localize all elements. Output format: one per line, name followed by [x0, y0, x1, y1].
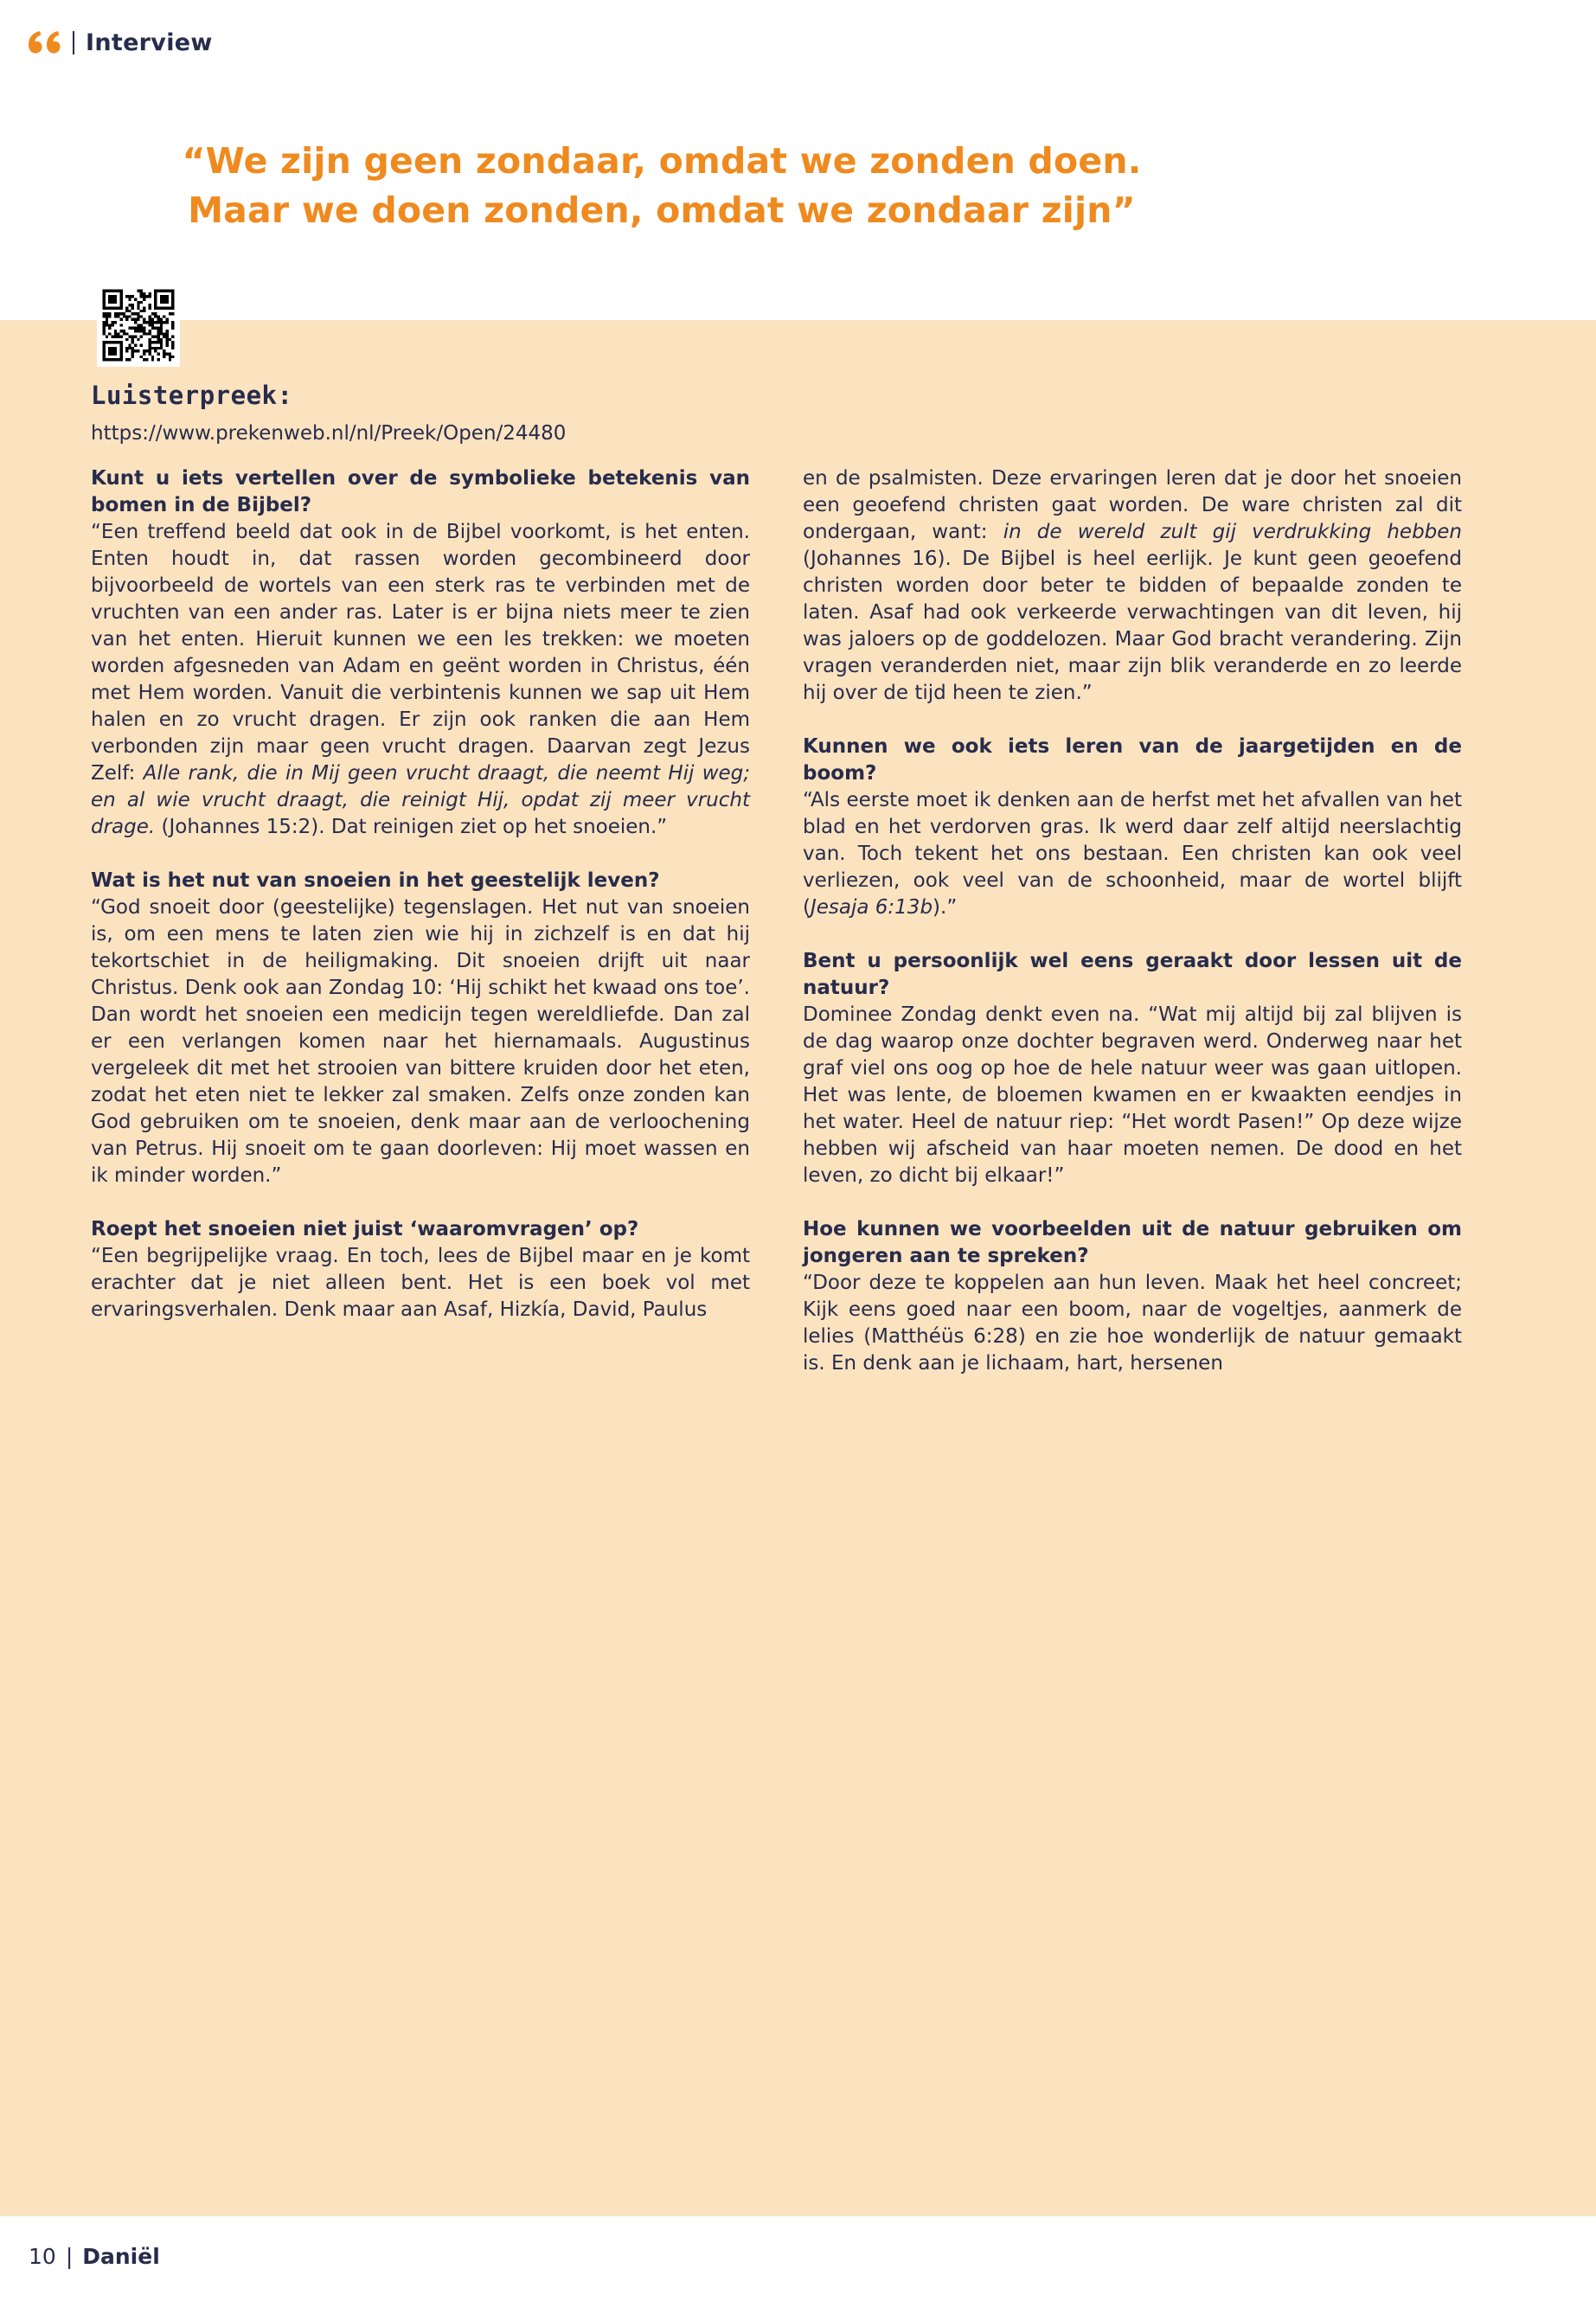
interview-answer: “Als eerste moet ik denken aan de herfst met het afvallen van het blad en het verdorven gras. Ik werd daar zelf altijd neerslachtig van. Toch tekent het ons bestaan. Een christen kan ook veel verliezen, ook veel van de schoonheid, maar de wortel blijft (Jesaja 6:13b).” [803, 789, 1462, 919]
page-footer [29, 2244, 160, 2269]
interview-question: Wat is het nut van snoeien in het geestelijk leven? [91, 869, 660, 892]
pull-quote-line-1: “We zijn geen zondaar, omdat we zonden doen. [182, 140, 1142, 182]
interview-answer: “Door deze te koppelen aan hun leven. Maak het heel concreet; Kijk eens goed naar een boom, naar de vogeltjes, aanmerk de lelies (Matthéüs 6:28) en zie hoe wonderlijk de natuur gemaakt is. En denk aan je lichaam, hart, hersenen [803, 1272, 1462, 1375]
article-column-right [803, 465, 1462, 1377]
listen-sermon-block [91, 381, 566, 445]
interview-question: Hoe kunnen we voorbeelden uit de natuur gebruiken om jongeren aan te spreken? [803, 1218, 1462, 1267]
qr-code [97, 284, 180, 367]
interview-article [91, 465, 1462, 1377]
interview-question: Kunt u iets vertellen over de symbolieke betekenis van bomen in de Bijbel? [91, 467, 750, 516]
pull-quote [0, 137, 1324, 235]
listen-sermon-url-link[interactable]: https://www.prekenweb.nl/nl/Preek/Open/24480 [91, 422, 567, 445]
interview-question: Bent u persoonlijk wel eens geraakt door lessen uit de natuur? [803, 950, 1462, 999]
page-number: 10 [29, 2244, 56, 2269]
double-quote-marks-icon [29, 31, 61, 54]
section-label: Interview [86, 29, 213, 56]
interview-answer: “God snoeit door (geestelijke) tegenslagen. Het nut van snoeien is, om een mens te laten zien wie hij in zichzelf is en dat hij tekortschiet in de heiligmaking. Dit snoeien drijft uit naar Christus. Denk ook aan Zondag 10: ‘Hij schikt het kwaad ons toe’. Dan wordt het snoeien een medicijn tegen wereldliefde. Dan zal er een verlangen komen naar het hiernamaals. Augustinus vergeleek dit met het strooien van bittere kruiden door het eten, zodat het eten niet te lekker zal smaken. Zelfs onze zonden kan God gebruiken om te snoeien, denk maar aan de verloochening van Petrus. Hij snoeit om te gaan doorleven: Hij moet wassen en ik minder worden.” [91, 896, 750, 1187]
interview-answer: “Een begrijpelijke vraag. En toch, lees de Bijbel maar en je komt erachter dat je niet alleen bent. Het is een boek vol met ervaringsverhalen. Denk maar aan Asaf, Hizkía, David, Paulus [91, 1245, 750, 1321]
interview-question: Roept het snoeien niet juist ‘waaromvragen’ op? [91, 1218, 639, 1240]
interview-answer: en de psalmisten. Deze ervaringen leren dat je door het snoeien een geoefend christen gaat worden. De ware christen zal dit ondergaan, want: in de wereld zult gij verdrukking hebben (Johannes 16). De Bijbel is heel eerlijk. Je kunt geen geoefend christen worden door beter te bidden of bepaalde zonden te laten. Asaf had ook verkeerde verwachtingen van dit leven, hij was jaloers op de goddelozen. Maar God bracht verandering. Zijn vragen veranderden niet, maar zijn blik veranderde en zo leerde hij over de tijd heen te zien.” [803, 467, 1463, 704]
article-column-left [91, 465, 750, 1377]
interview-question: Kunnen we ook iets leren van de jaargetijden en de boom? [803, 735, 1462, 785]
footer-divider: | [65, 2244, 74, 2269]
listen-sermon-label: Luisterpreek: [91, 381, 293, 410]
interview-answer: “Een treffend beeld dat ook in de Bijbel voorkomt, is het enten. Enten houdt in, dat rassen worden gecombineerd door bijvoorbeeld de wortels van een sterk ras te verbinden met de vruchten van een ander ras. Later is er bijna niets meer te zien van het enten. Hieruit kunnen we een les trekken: we moeten worden afgesneden van Adam en geënt worden in Christus, één met Hem worden. Vanuit die verbintenis kunnen we sap uit Hem halen en zo vrucht dragen. Er zijn ook ranken die aan Hem verbonden zijn maar geen vrucht dragen. Daarvan zegt Jezus Zelf: Alle rank, die in Mij geen vrucht draagt, die neemt Hij weg; en al wie vrucht draagt, die reinigt Hij, opdat zij meer vrucht drage. (Johannes 15:2). Dat reinigen ziet op het snoeien.” [91, 521, 751, 838]
pull-quote-line-2: Maar we doen zonden, omdat we zondaar zijn” [188, 189, 1136, 231]
magazine-title: Daniël [82, 2244, 160, 2269]
section-header [29, 29, 213, 56]
interview-answer: Dominee Zondag denkt even na. “Wat mij altijd bij zal blijven is de dag waarop onze dochter begraven werd. Onderweg naar het graf viel ons oog op hoe de hele natuur weer was gaan uitlopen. Het was lente, de bloemen kwamen en er kwaakten eendjes in het water. Heel de natuur riep: “Het wordt Pasen!” Op deze wijze hebben wij afscheid van haar moeten nemen. De dood en het leven, zo dicht bij elkaar!” [803, 1003, 1462, 1187]
header-divider [73, 31, 74, 54]
